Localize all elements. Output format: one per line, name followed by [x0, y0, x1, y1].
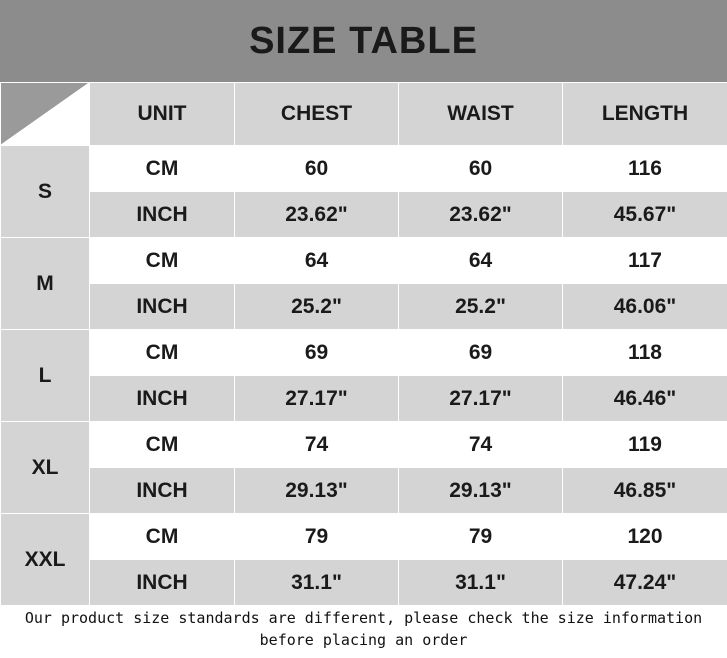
size-label-s: S [1, 146, 90, 238]
size-table [0, 82, 727, 606]
page-title: SIZE TABLE [249, 20, 478, 63]
table-header-row [1, 83, 727, 146]
cell-xl-inch-length: 46.85" [563, 468, 727, 514]
cell-xl-cm-waist: 74 [399, 422, 563, 468]
cell-xl-cm-length: 119 [563, 422, 727, 468]
unit-label-cm: CM [90, 422, 235, 468]
cell-xl-cm-chest: 74 [235, 422, 399, 468]
table-row [1, 192, 727, 238]
cell-m-cm-length: 117 [563, 238, 727, 284]
cell-xxl-inch-waist: 31.1" [399, 560, 563, 606]
unit-label-inch: INCH [90, 284, 235, 330]
unit-label-cm: CM [90, 330, 235, 376]
unit-label-cm: CM [90, 238, 235, 284]
table-row [1, 422, 727, 468]
cell-xl-inch-chest: 29.13" [235, 468, 399, 514]
size-label-m: M [1, 238, 90, 330]
cell-xxl-cm-length: 120 [563, 514, 727, 560]
column-header-waist: WAIST [399, 83, 563, 146]
unit-label-inch: INCH [90, 468, 235, 514]
size-label-l: L [1, 330, 90, 422]
cell-l-inch-chest: 27.17" [235, 376, 399, 422]
size-disclaimer-note [0, 606, 727, 658]
cell-l-inch-waist: 27.17" [399, 376, 563, 422]
table-row [1, 468, 727, 514]
cell-xxl-cm-waist: 79 [399, 514, 563, 560]
corner-diagonal-cell [1, 83, 90, 146]
cell-m-inch-waist: 25.2" [399, 284, 563, 330]
table-row [1, 238, 727, 284]
cell-m-cm-chest: 64 [235, 238, 399, 284]
cell-l-cm-chest: 69 [235, 330, 399, 376]
unit-label-inch: INCH [90, 560, 235, 606]
cell-s-inch-waist: 23.62" [399, 192, 563, 238]
cell-xl-inch-waist: 29.13" [399, 468, 563, 514]
unit-label-cm: CM [90, 514, 235, 560]
note-line-1: Our product size standards are different, please check the size information [25, 608, 702, 630]
cell-s-cm-waist: 60 [399, 146, 563, 192]
table-row [1, 284, 727, 330]
unit-label-cm: CM [90, 146, 235, 192]
cell-l-cm-waist: 69 [399, 330, 563, 376]
cell-m-cm-waist: 64 [399, 238, 563, 284]
table-row [1, 376, 727, 422]
cell-s-cm-chest: 60 [235, 146, 399, 192]
table-row [1, 514, 727, 560]
cell-s-inch-chest: 23.62" [235, 192, 399, 238]
cell-s-inch-length: 45.67" [563, 192, 727, 238]
cell-xxl-cm-chest: 79 [235, 514, 399, 560]
cell-m-inch-length: 46.06" [563, 284, 727, 330]
column-header-unit: UNIT [90, 83, 235, 146]
unit-label-inch: INCH [90, 376, 235, 422]
table-row [1, 330, 727, 376]
table-row [1, 560, 727, 606]
cell-xxl-inch-length: 47.24" [563, 560, 727, 606]
note-line-2: before placing an order [260, 630, 468, 652]
title-bar [0, 0, 727, 82]
cell-l-inch-length: 46.46" [563, 376, 727, 422]
size-label-xl: XL [1, 422, 90, 514]
diagonal-divider-icon [1, 83, 89, 145]
column-header-length: LENGTH [563, 83, 727, 146]
cell-xxl-inch-chest: 31.1" [235, 560, 399, 606]
cell-l-cm-length: 118 [563, 330, 727, 376]
unit-label-inch: INCH [90, 192, 235, 238]
column-header-chest: CHEST [235, 83, 399, 146]
table-row [1, 146, 727, 192]
size-label-xxl: XXL [1, 514, 90, 606]
cell-m-inch-chest: 25.2" [235, 284, 399, 330]
cell-s-cm-length: 116 [563, 146, 727, 192]
